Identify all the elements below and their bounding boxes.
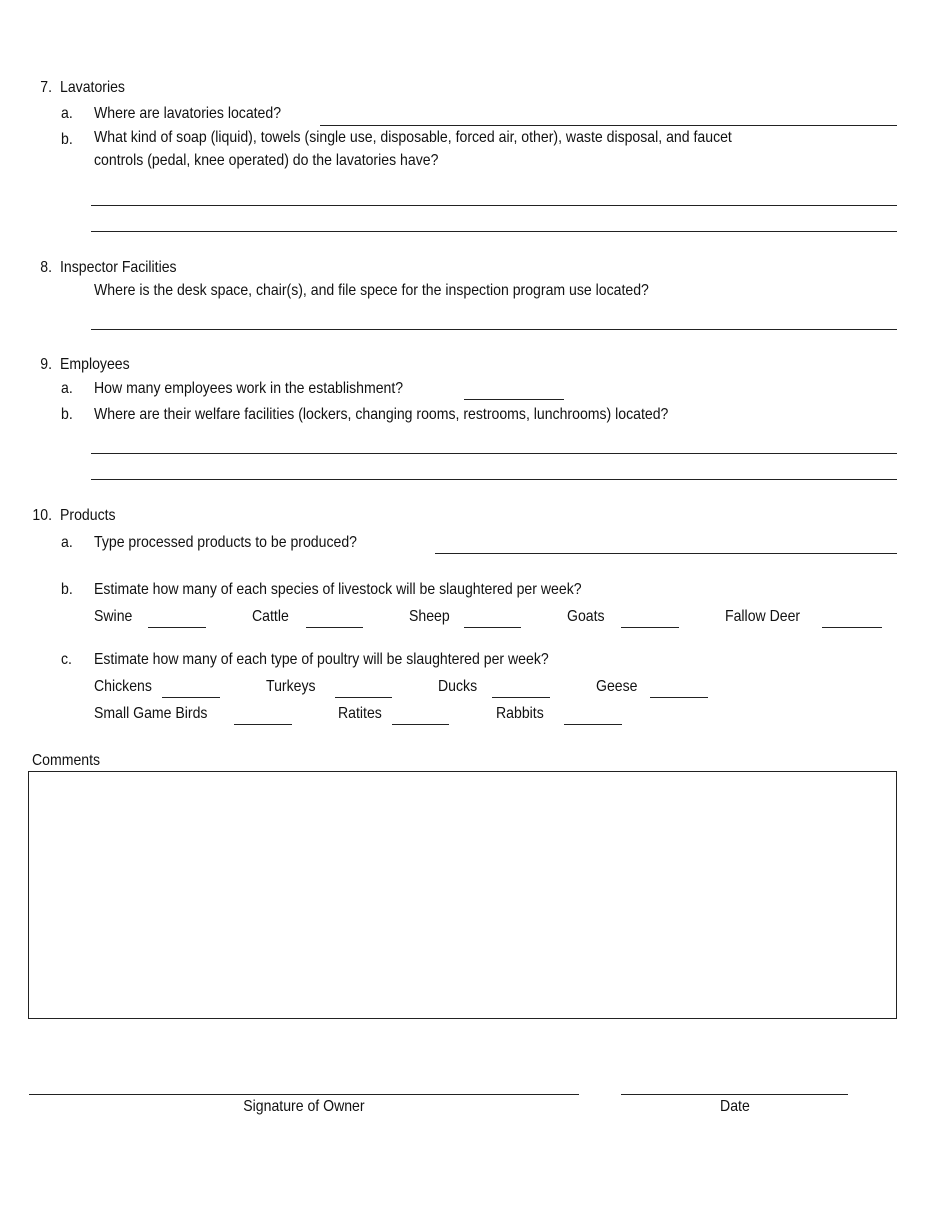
section-8-number: 8. xyxy=(40,259,52,276)
geese-label: Geese xyxy=(596,678,638,695)
rabbits-label: Rabbits xyxy=(496,705,544,722)
item-7a-marker: a. xyxy=(61,105,73,122)
cattle-count-field[interactable] xyxy=(306,627,363,628)
fallow-deer-label: Fallow Deer xyxy=(725,608,801,625)
employee-count-field[interactable] xyxy=(464,399,564,400)
sheep-label: Sheep xyxy=(409,608,450,625)
signature-field[interactable] xyxy=(29,1094,579,1095)
section-10-title: Products xyxy=(60,507,116,524)
comments-label: Comments xyxy=(32,752,101,769)
rabbits-count-field[interactable] xyxy=(564,724,622,725)
item-10b-marker: b. xyxy=(61,581,73,598)
section-9-number: 9. xyxy=(40,356,52,373)
chickens-count-field[interactable] xyxy=(162,697,220,698)
item-10c-marker: c. xyxy=(61,651,72,668)
item-7b-marker: b. xyxy=(61,131,73,148)
date-field[interactable] xyxy=(621,1094,848,1095)
section-10-number: 10. xyxy=(32,507,52,524)
turkeys-label: Turkeys xyxy=(266,678,316,695)
item-10a-question: Type processed products to be produced? xyxy=(94,534,357,551)
swine-label: Swine xyxy=(94,608,133,625)
sheep-count-field[interactable] xyxy=(464,627,521,628)
small-game-birds-label: Small Game Birds xyxy=(94,705,208,722)
item-7b-question-line1: What kind of soap (liquid), towels (single use, disposable, forced air, other), waste disposal, and faucet xyxy=(94,129,732,146)
section-7-title: Lavatories xyxy=(60,79,125,96)
signature-label-text: Signature of Owner xyxy=(243,1098,365,1115)
date-label xyxy=(621,1097,848,1117)
lavatories-location-field[interactable] xyxy=(320,125,897,126)
ducks-count-field[interactable] xyxy=(492,697,550,698)
fallow-deer-count-field[interactable] xyxy=(822,627,882,628)
section-7-number: 7. xyxy=(40,79,52,96)
welfare-facilities-field-1[interactable] xyxy=(91,453,897,454)
section-8-title: Inspector Facilities xyxy=(60,259,177,276)
item-7b-question-line2: controls (pedal, knee operated) do the lavatories have? xyxy=(94,152,439,169)
signature-label xyxy=(29,1097,579,1117)
ratites-count-field[interactable] xyxy=(392,724,449,725)
section-9-title: Employees xyxy=(60,356,130,373)
item-9a-marker: a. xyxy=(61,380,73,397)
item-9b-question: Where are their welfare facilities (lockers, changing rooms, restrooms, lunchrooms) located? xyxy=(94,406,669,423)
processed-products-field[interactable] xyxy=(435,553,897,554)
welfare-facilities-field-2[interactable] xyxy=(91,479,897,480)
cattle-label: Cattle xyxy=(252,608,289,625)
swine-count-field[interactable] xyxy=(148,627,206,628)
goats-label: Goats xyxy=(567,608,605,625)
geese-count-field[interactable] xyxy=(650,697,708,698)
lavatories-details-field-2[interactable] xyxy=(91,231,897,232)
item-9a-question: How many employees work in the establishment? xyxy=(94,380,404,397)
chickens-label: Chickens xyxy=(94,678,152,695)
item-9b-marker: b. xyxy=(61,406,73,423)
ducks-label: Ducks xyxy=(438,678,478,695)
ratites-label: Ratites xyxy=(338,705,382,722)
section-8-question: Where is the desk space, chair(s), and file spece for the inspection program use located? xyxy=(94,282,649,299)
inspector-facilities-field[interactable] xyxy=(91,329,897,330)
lavatories-details-field-1[interactable] xyxy=(91,205,897,206)
small-game-birds-count-field[interactable] xyxy=(234,724,292,725)
item-10a-marker: a. xyxy=(61,534,73,551)
item-10b-question: Estimate how many of each species of livestock will be slaughtered per week? xyxy=(94,581,582,598)
item-10c-question: Estimate how many of each type of poultry will be slaughtered per week? xyxy=(94,651,549,668)
goats-count-field[interactable] xyxy=(621,627,679,628)
comments-box[interactable] xyxy=(28,771,897,1019)
item-7a-question: Where are lavatories located? xyxy=(94,105,282,122)
turkeys-count-field[interactable] xyxy=(335,697,392,698)
date-label-text: Date xyxy=(719,1098,750,1115)
